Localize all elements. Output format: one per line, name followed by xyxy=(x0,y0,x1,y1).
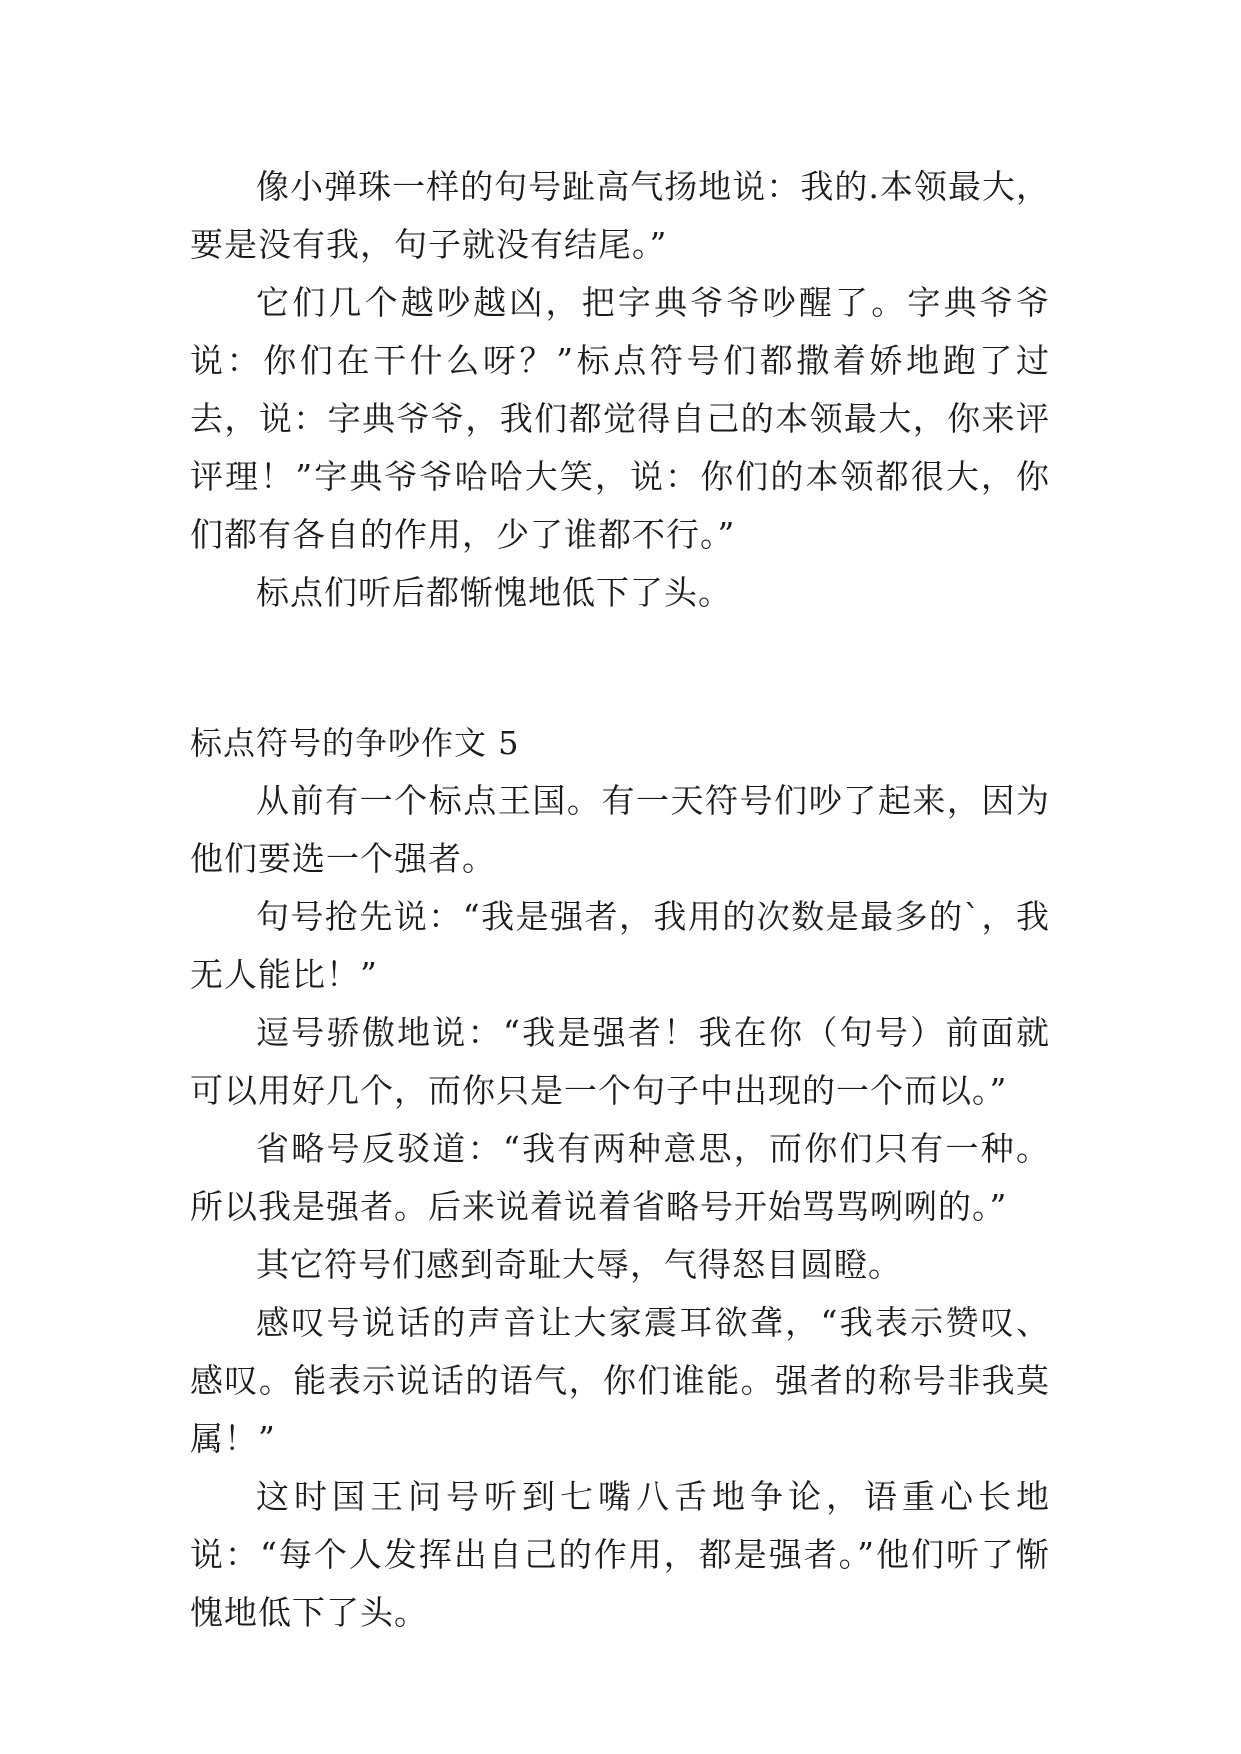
paragraph: 感叹号说话的声音让大家震耳欲聋，“我表示赞叹、感叹。能表示说话的语气，你们谁能。强者的称号非我莫属！” xyxy=(190,1303,1050,1458)
paragraph: 这时国王问号听到七嘴八舌地争论，语重心长地说：“每个人发挥出自己的作用，都是强者。”他们听了惭愧地低下了头。 xyxy=(190,1477,1050,1632)
paragraph: 标点们听后都惭愧地低下了头。 xyxy=(256,573,732,612)
paragraph: 像小弹珠一样的句号趾高气扬地说：我的.本领最大，要是没有我，句子就没有结尾。” xyxy=(190,167,1050,264)
paragraph: 其它符号们感到奇耻大辱，气得怒目圆瞪。 xyxy=(256,1245,902,1284)
document-body xyxy=(190,158,1050,1642)
paragraph: 省略号反驳道：“我有两种意思，而你们只有一种。所以我是强者。后来说着说着省略号开始骂骂咧咧的。” xyxy=(190,1129,1050,1226)
paragraph: 逗号骄傲地说：“我是强者！我在你（句号）前面就可以用好几个，而你只是一个句子中出现的一个而以。” xyxy=(190,1013,1050,1110)
paragraph: 句号抢先说：“我是强者，我用的次数是最多的`，我无人能比！” xyxy=(190,897,1050,994)
section-title: 标点符号的争吵作文 5 xyxy=(190,724,520,762)
paragraph: 从前有一个标点王国。有一天符号们吵了起来，因为他们要选一个强者。 xyxy=(190,781,1050,878)
paragraph: 它们几个越吵越凶，把字典爷爷吵醒了。字典爷爷说：你们在干什么呀？”标点符号们都撒着娇地跑了过去，说：字典爷爷，我们都觉得自己的本领最大，你来评评理！”字典爷爷哈哈大笑，说：你们的本领都很大，你们都有各自的作用，少了谁都不行。” xyxy=(190,283,1050,554)
